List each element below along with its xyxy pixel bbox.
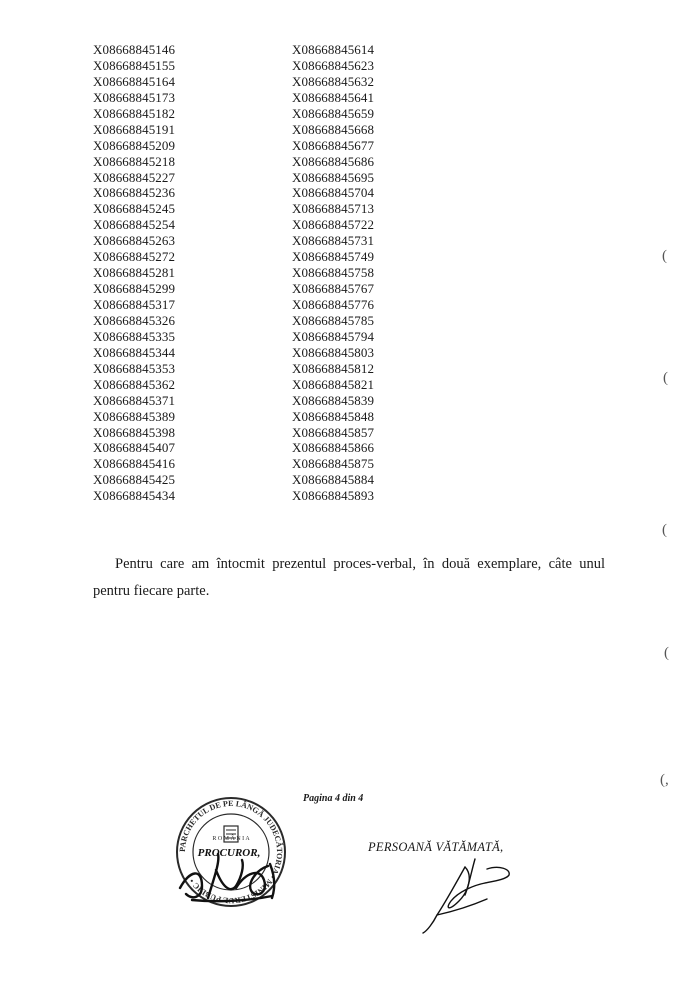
serial-number: X08668845281 (93, 265, 176, 281)
serial-number: X08668845245 (93, 201, 176, 217)
serial-number: X08668845668 (292, 121, 375, 137)
stamp-outer-text: PARCHETUL DE PE LÂNGĂ JUDECĂTORIA • MINISTERUL PUBLIC • (177, 798, 285, 906)
serial-number: X08668845848 (292, 408, 375, 424)
serial-number: X08668845434 (93, 488, 176, 504)
serial-list-right (292, 42, 374, 504)
serial-number: X08668845686 (292, 153, 375, 169)
serial-number: X08668845677 (292, 137, 375, 153)
serial-number: X08668845425 (93, 472, 176, 488)
serial-number: X08668845722 (292, 217, 375, 233)
serial-number: X08668845623 (292, 57, 375, 73)
margin-mark: ( (663, 370, 668, 386)
serial-number: X08668845173 (93, 89, 176, 105)
serial-number: X08668845326 (93, 312, 176, 328)
serial-number: X08668845416 (93, 456, 176, 472)
serial-number: X08668845695 (292, 169, 375, 185)
serial-number: X08668845884 (292, 472, 375, 488)
serial-number: X08668845407 (93, 440, 176, 456)
margin-mark: ( (662, 522, 667, 538)
margin-mark: ( (662, 248, 667, 264)
serial-number: X08668845875 (292, 456, 375, 472)
serial-number: X08668845227 (93, 169, 176, 185)
serial-number: X08668845398 (93, 424, 176, 440)
serial-number: X08668845146 (93, 42, 176, 57)
serial-number: X08668845371 (93, 392, 176, 408)
serial-number: X08668845614 (292, 42, 375, 57)
serial-number: X08668845866 (292, 440, 375, 456)
serial-number: X08668845263 (93, 233, 176, 249)
serial-number: X08668845191 (93, 121, 176, 137)
victim-signature-icon (415, 855, 515, 935)
serial-number: X08668845767 (292, 281, 375, 297)
serial-number: X08668845749 (292, 249, 375, 265)
serial-number: X08668845182 (93, 105, 176, 121)
serial-number: X08668845776 (292, 297, 375, 312)
serial-number: X08668845758 (292, 265, 375, 281)
serial-number: X08668845704 (292, 185, 375, 201)
prosecutor-stamp (172, 790, 290, 915)
prosecutor-signature-label: PROCUROR, (197, 847, 261, 859)
serial-number: X08668845659 (292, 105, 375, 121)
serial-number: X08668845857 (292, 424, 375, 440)
victim-signature-label: PERSOANĂ VĂTĂMATĂ, (368, 840, 504, 854)
serial-number: X08668845353 (93, 360, 176, 376)
page-footer: Pagina 4 din 4 (303, 793, 364, 804)
serial-number: X08668845317 (93, 297, 176, 312)
serial-number: X08668845236 (93, 185, 176, 201)
serial-number: X08668845389 (93, 408, 176, 424)
serial-number: X08668845641 (292, 89, 375, 105)
serial-number: X08668845209 (93, 137, 176, 153)
serial-number: X08668845164 (93, 73, 176, 89)
margin-mark: (, (660, 772, 669, 788)
serial-number: X08668845155 (93, 57, 176, 73)
serial-number: X08668845713 (292, 201, 375, 217)
closing-paragraph: Pentru care am întocmit prezentul proces-verbal, în două exemplare, câte unul pentru fiecare parte. (93, 556, 605, 599)
serial-number: X08668845362 (93, 376, 176, 392)
serial-number: X08668845803 (292, 344, 375, 360)
serial-number: X08668845335 (93, 328, 176, 344)
serial-number: X08668845218 (93, 153, 176, 169)
serial-number: X08668845794 (292, 328, 375, 344)
serial-number: X08668845821 (292, 376, 375, 392)
serial-number: X08668845632 (292, 73, 375, 89)
serial-list-left (93, 42, 175, 504)
serial-number: X08668845731 (292, 233, 375, 249)
serial-number: X08668845893 (292, 488, 375, 504)
serial-number: X08668845785 (292, 312, 375, 328)
serial-number: X08668845299 (93, 281, 176, 297)
serial-number: X08668845272 (93, 249, 176, 265)
serial-number: X08668845839 (292, 392, 375, 408)
serial-number: X08668845812 (292, 360, 375, 376)
serial-number: X08668845344 (93, 344, 176, 360)
serial-number: X08668845254 (93, 217, 176, 233)
margin-mark: ( (664, 645, 669, 661)
stamp-inner-text: R O M Â N I A (212, 836, 250, 842)
